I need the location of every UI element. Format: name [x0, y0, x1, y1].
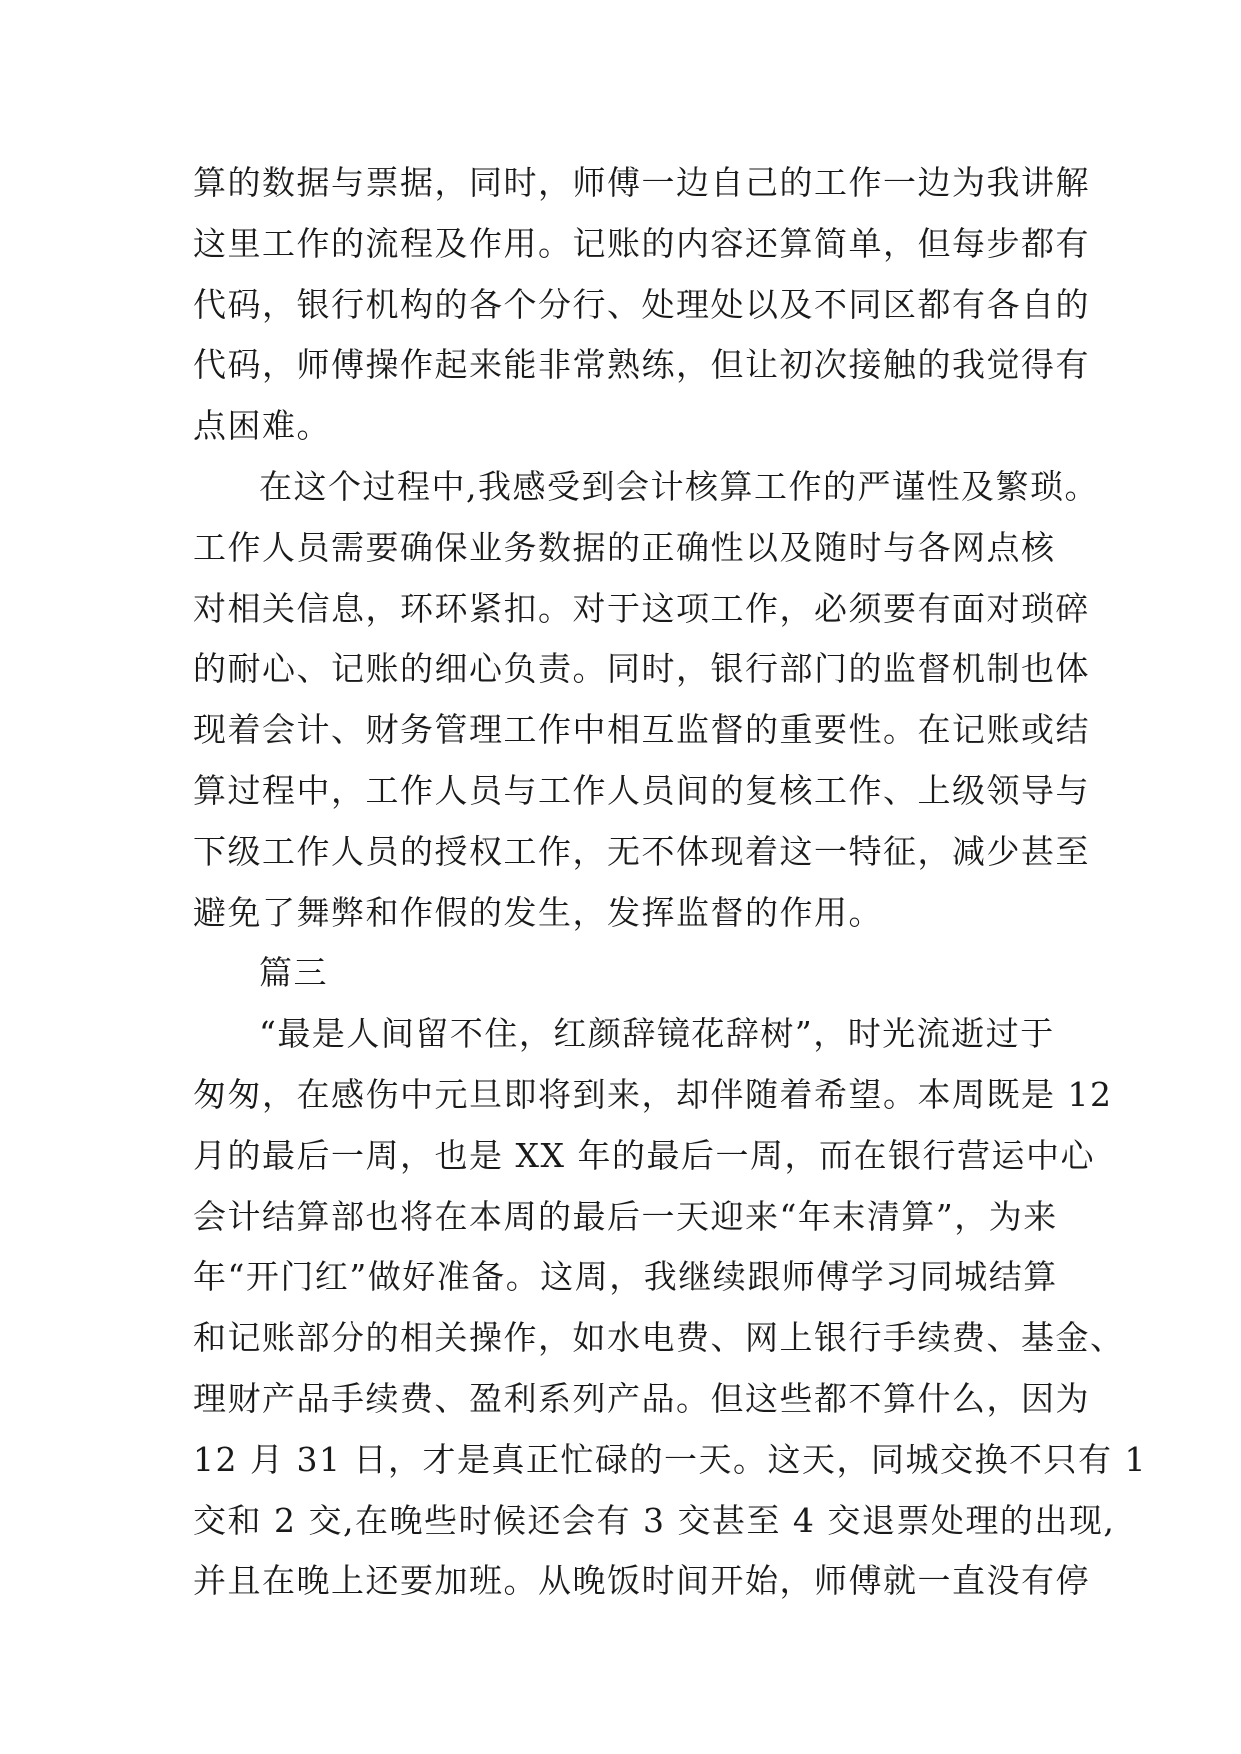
text-line: 12 月 31 日，才是真正忙碌的一天。这天，同城交换不只有 1: [193, 1439, 1147, 1479]
text-line: 理财产品手续费、盈利系列产品。但这些都不算什么，因为: [193, 1378, 1090, 1418]
paragraph-start-line: 在这个过程中,我感受到会计核算工作的严谨性及繁琐。: [259, 466, 1099, 506]
text-line: 算过程中，工作人员与工作人员间的复核工作、上级领导与: [193, 770, 1090, 810]
paragraph-start-line: “最是人间留不住，红颜辞镜花辞树”，时光流逝过于: [259, 1014, 1055, 1054]
text-line: 月的最后一周，也是 XX 年的最后一周，而在银行营运中心: [193, 1135, 1095, 1175]
text-line: 年“开门红”做好准备。这周，我继续跟师傅学习同城结算: [193, 1257, 1058, 1297]
text-line: 的耐心、记账的细心负责。同时，银行部门的监督机制也体: [193, 649, 1090, 689]
section-heading: 篇三: [259, 953, 328, 993]
text-line: 匆匆，在感伤中元旦即将到来，却伴随着希望。本周既是 12: [193, 1074, 1113, 1114]
text-line: 点困难。: [193, 406, 331, 446]
text-line: 代码，师傅操作起来能非常熟练，但让初次接触的我觉得有: [193, 345, 1090, 385]
text-line: 和记账部分的相关操作，如水电费、网上银行手续费、基金、: [193, 1318, 1125, 1358]
text-line: 这里工作的流程及作用。记账的内容还算简单，但每步都有: [193, 223, 1090, 263]
text-line: 会计结算部也将在本周的最后一天迎来“年末清算”，为来: [193, 1196, 1058, 1236]
text-line: 对相关信息，环环紧扣。对于这项工作，必须要有面对琐碎: [193, 588, 1090, 628]
text-line: 下级工作人员的授权工作，无不体现着这一特征，减少甚至: [193, 831, 1090, 871]
text-line: 避免了舞弊和作假的发生，发挥监督的作用。: [193, 892, 883, 932]
body-text: [193, 153, 1147, 1612]
text-line: 工作人员需要确保业务数据的正确性以及随时与各网点核: [193, 527, 1056, 567]
text-line: 代码，银行机构的各个分行、处理处以及不同区都有各自的: [193, 284, 1090, 324]
text-line: 算的数据与票据，同时，师傅一边自己的工作一边为我讲解: [193, 163, 1090, 202]
text-line: 现着会计、财务管理工作中相互监督的重要性。在记账或结: [193, 710, 1090, 750]
text-line: 交和 2 交,在晚些时候还会有 3 交甚至 4 交退票处理的出现,: [193, 1500, 1116, 1540]
text-line: 并且在晚上还要加班。从晚饭时间开始，师傅就一直没有停: [193, 1561, 1090, 1601]
